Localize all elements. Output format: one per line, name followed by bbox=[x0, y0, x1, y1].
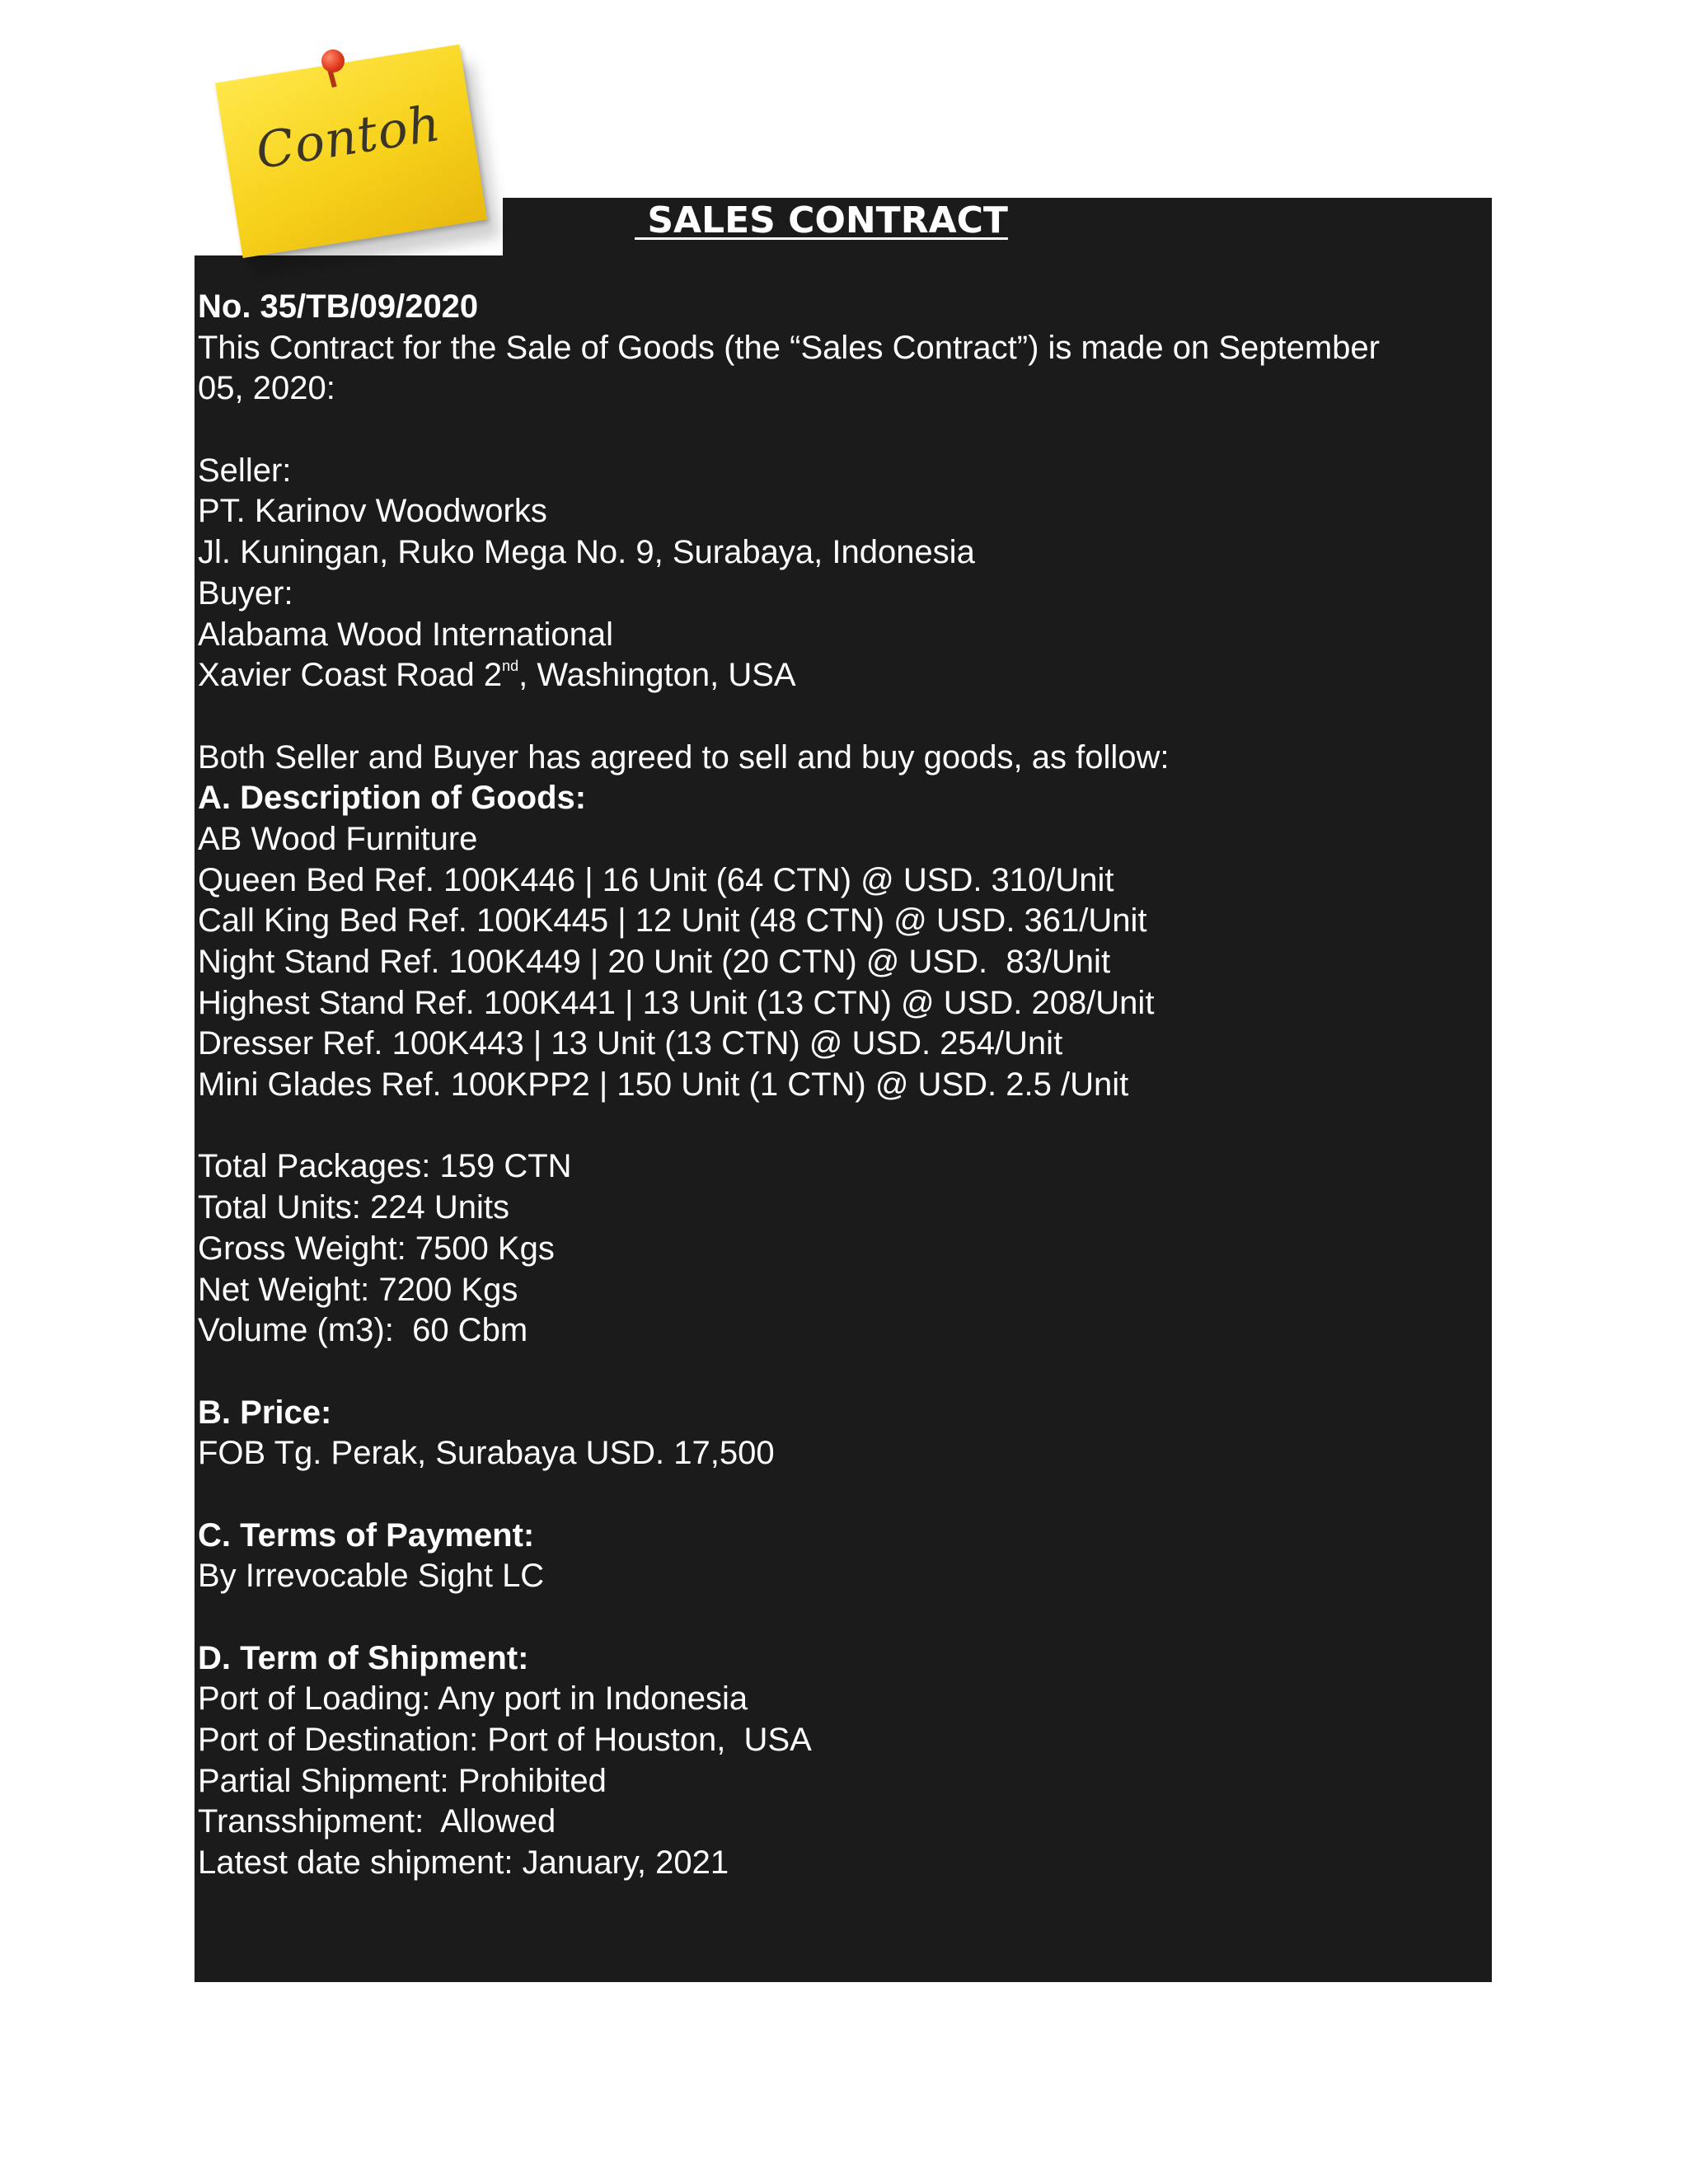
sticky-note-label: Contoh bbox=[251, 94, 445, 181]
document-title: SALES CONTRACT bbox=[635, 199, 1008, 241]
contract-body bbox=[198, 287, 1484, 1884]
buyer-name: Alabama Wood International bbox=[198, 616, 614, 653]
buyer-address bbox=[198, 655, 1484, 696]
goods-item: Night Stand Ref. 100K449 | 20 Unit (20 CTN) @ USD. 83/Unit bbox=[198, 944, 1111, 980]
spacer bbox=[198, 1474, 1484, 1516]
seller-address: Jl. Kuningan, Ruko Mega No. 9, Surabaya, Indonesia bbox=[198, 534, 975, 571]
intro-line-1: This Contract for the Sale of Goods (the “Sales Contract”) is made on September bbox=[198, 329, 1380, 366]
spacer bbox=[198, 410, 1484, 451]
goods-item: Call King Bed Ref. 100K445 | 12 Unit (48 CTN) @ USD. 361/Unit bbox=[198, 902, 1147, 940]
shipment-line: Port of Destination: Port of Houston, USA bbox=[198, 1722, 812, 1759]
buyer-address-city: , Washington, USA bbox=[518, 657, 796, 694]
agreement-text: Both Seller and Buyer has agreed to sell and buy goods, as follow: bbox=[198, 738, 1170, 776]
shipment-line: Latest date shipment: January, 2021 bbox=[198, 1844, 729, 1882]
price-value: FOB Tg. Perak, Surabaya USD. 17,500 bbox=[198, 1435, 775, 1472]
total-units: Total Units: 224 Units bbox=[198, 1189, 509, 1226]
buyer-address-ordinal: nd bbox=[502, 658, 519, 675]
spacer bbox=[198, 696, 1484, 738]
goods-item: Highest Stand Ref. 100K441 | 13 Unit (13 CTN) @ USD. 208/Unit bbox=[198, 984, 1155, 1021]
seller-name: PT. Karinov Woodworks bbox=[198, 493, 547, 530]
net-weight: Net Weight: 7200 Kgs bbox=[198, 1271, 518, 1308]
volume: Volume (m3): 60 Cbm bbox=[198, 1312, 528, 1349]
shipment-line: Port of Loading: Any port in Indonesia bbox=[198, 1680, 748, 1718]
goods-item: Mini Glades Ref. 100KPP2 | 150 Unit (1 CTN) @ USD. 2.5 /Unit bbox=[198, 1066, 1129, 1104]
buyer-address-street: Xavier Coast Road 2 bbox=[198, 657, 503, 694]
goods-item: Queen Bed Ref. 100K446 | 16 Unit (64 CTN) @ USD. 310/Unit bbox=[198, 861, 1114, 898]
payment-value: By Irrevocable Sight LC bbox=[198, 1558, 545, 1595]
pushpin-icon bbox=[321, 49, 345, 73]
contract-number: No. 35/TB/09/2020 bbox=[198, 288, 479, 325]
goods-item: Dresser Ref. 100K443 | 13 Unit (13 CTN) @ USD. 254/Unit bbox=[198, 1025, 1063, 1062]
total-packages: Total Packages: 159 CTN bbox=[198, 1148, 572, 1185]
spacer bbox=[198, 1106, 1484, 1147]
intro-line-2: 05, 2020: bbox=[198, 370, 335, 407]
shipment-line: Transshipment: Allowed bbox=[198, 1803, 556, 1840]
spacer bbox=[198, 1597, 1484, 1638]
goods-heading: A. Description of Goods: bbox=[198, 780, 587, 817]
sticky-note bbox=[216, 48, 500, 254]
gross-weight: Gross Weight: 7500 Kgs bbox=[198, 1230, 555, 1267]
shipment-heading: D. Term of Shipment: bbox=[198, 1639, 529, 1676]
payment-heading: C. Terms of Payment: bbox=[198, 1516, 535, 1554]
goods-category: AB Wood Furniture bbox=[198, 820, 478, 857]
buyer-heading: Buyer: bbox=[198, 574, 293, 612]
shipment-line: Partial Shipment: Prohibited bbox=[198, 1762, 607, 1799]
spacer bbox=[198, 1352, 1484, 1393]
seller-heading: Seller: bbox=[198, 452, 292, 489]
price-heading: B. Price: bbox=[198, 1394, 332, 1431]
